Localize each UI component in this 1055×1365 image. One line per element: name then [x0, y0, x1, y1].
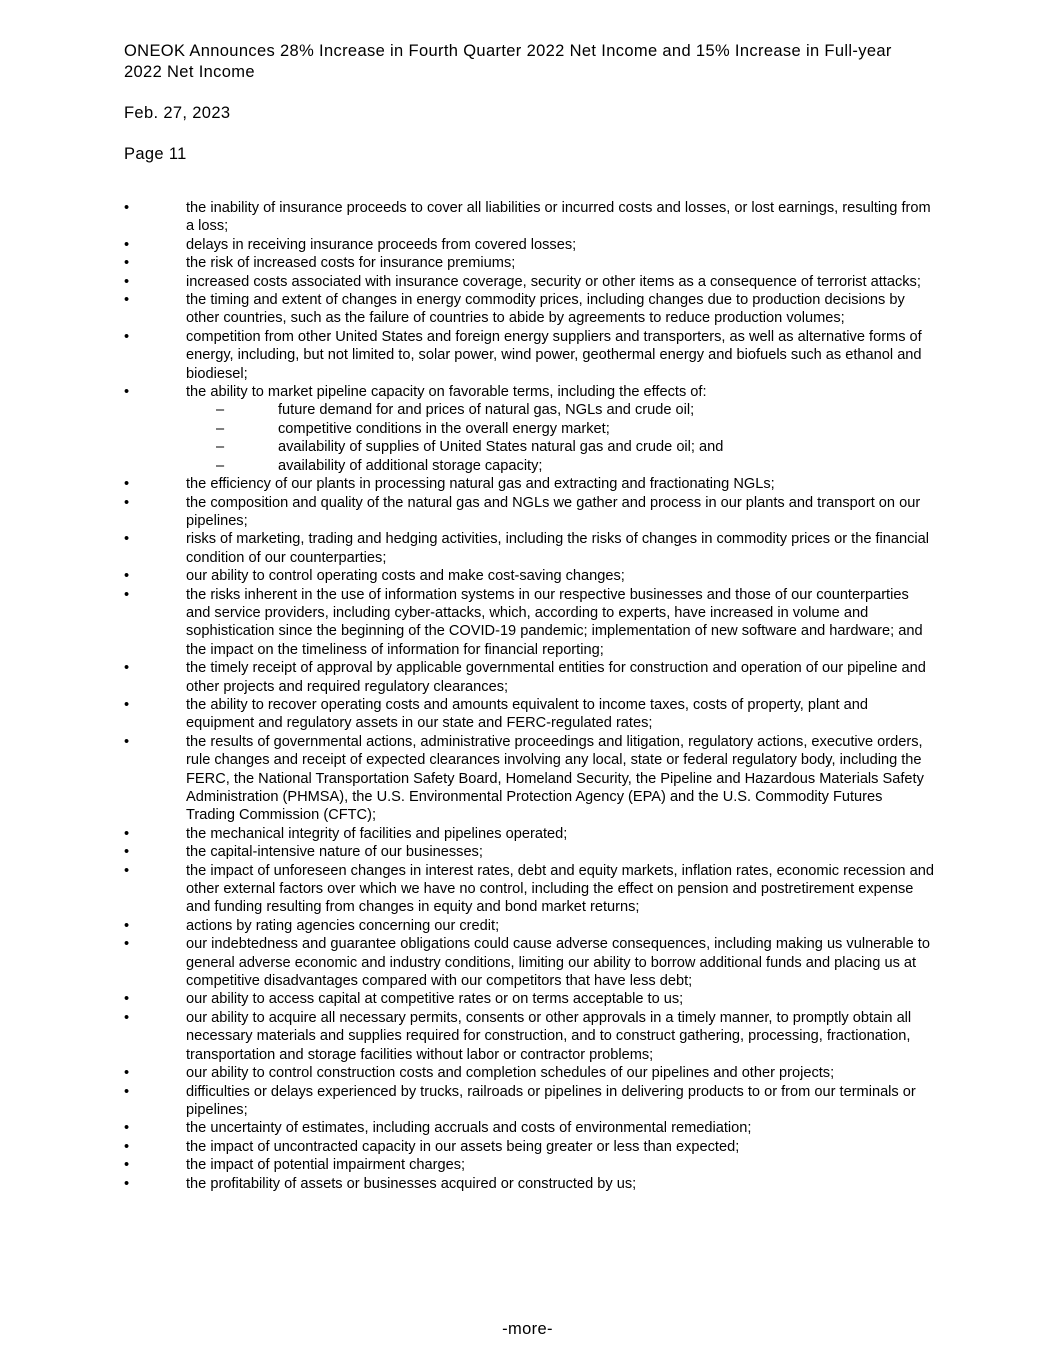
list-item-text: our ability to control operating costs and make cost-saving changes; [186, 568, 625, 585]
list-item [124, 291, 934, 328]
sub-list [186, 401, 934, 475]
list-item [124, 825, 934, 843]
bullet-icon: • [124, 1120, 130, 1137]
bullet-icon: • [124, 1175, 130, 1192]
list-item-text: risks of marketing, trading and hedging activities, including the risks of changes in commodity prices or the financial condition of our counterparties; [186, 531, 930, 566]
sub-list-item [216, 420, 934, 438]
continuation-marker: -more- [502, 1320, 553, 1338]
list-item [124, 1083, 934, 1120]
list-item-text: the ability to recover operating costs and amounts equivalent to income taxes, costs of property, plant and equipment and regulatory assets in our state and FERC-regulated rates; [186, 696, 868, 732]
list-item [124, 862, 934, 917]
list-item-text: the risk of increased costs for insurance premiums; [186, 255, 516, 272]
bullet-icon: • [124, 696, 130, 713]
bullet-icon: • [124, 1138, 130, 1155]
bullet-icon: • [124, 292, 130, 309]
list-item [124, 254, 934, 272]
bullet-icon: • [124, 936, 130, 953]
list-item-text: the timely receipt of approval by applicable governmental entities for construction and operation of our pipeline and other projects and required regulatory clearances; [186, 660, 926, 695]
list-item [124, 273, 934, 291]
list-item-text: the impact of potential impairment charges; [186, 1157, 466, 1174]
bullet-icon: • [124, 476, 130, 493]
list-item-text: competition from other United States and foreign energy suppliers and transporters, as well as alternative forms of energy, including, but not limited to, solar power, wind power, geothermal energy and biofuels such as ethanol and biodiesel; [186, 328, 922, 382]
bullet-icon: • [124, 991, 130, 1008]
release-date: Feb. 27, 2023 [124, 104, 231, 122]
bullet-icon: • [124, 862, 130, 879]
list-item [124, 586, 934, 660]
bullet-icon: • [124, 660, 130, 677]
bullet-icon: • [124, 236, 130, 253]
sub-list-item [216, 438, 934, 456]
list-item-text: the results of governmental actions, administrative proceedings and litigation, regulatory actions, executive orders, rule changes and receipt of expected clearances involving any local, state or federal regulatory body, including the FERC, the National Transportation Safety Board, Homeland Security, the Pipeline and Hazardous Materials Safety Administration (PHMSA), the U.S. Environmental Protection Agency (EPA) and the U.S. Commodity Futures Trading Commission (CFTC); [186, 733, 924, 824]
list-item [124, 1064, 934, 1082]
list-item-text: our ability to acquire all necessary permits, consents or other approvals in a timely manner, to promptly obtain all necessary materials and supplies required for construction, and to construct gathering, processing, fractionation, transportation and storage facilities without labor or contractor problems; [186, 1009, 912, 1063]
list-item-text: the uncertainty of estimates, including accruals and costs of environmental remediation; [186, 1120, 752, 1137]
document-header [124, 41, 924, 165]
list-item-text: the ability to market pipeline capacity on favorable terms, including the effects of: [186, 384, 707, 401]
list-item [124, 1156, 934, 1174]
list-item-text: the profitability of assets or businesses acquired or constructed by us; [186, 1175, 637, 1192]
sub-list-item [216, 457, 934, 475]
bullet-icon: • [124, 273, 130, 290]
risk-factor-list [124, 199, 934, 1193]
dash-icon: – [216, 402, 225, 419]
list-item [124, 990, 934, 1008]
bullet-icon: • [124, 255, 130, 272]
list-item [124, 935, 934, 990]
list-item [124, 1138, 934, 1156]
bullet-icon: • [124, 1157, 130, 1174]
list-item-text: the mechanical integrity of facilities and pipelines operated; [186, 825, 568, 842]
list-item [124, 236, 934, 254]
list-item-text: the risks inherent in the use of information systems in our respective businesses and those of our counterparties and service providers, including cyber-attacks, which, according to experts, have increased in volume and sophistication since the beginning of the COVID-19 pandemic; implementation of new software and hardware; and the impact on the timeliness of information for financial reporting; [186, 586, 923, 658]
list-item-text: the impact of uncontracted capacity in our assets being greater or less than expected; [186, 1138, 740, 1155]
list-item [124, 475, 934, 493]
list-item-text: difficulties or delays experienced by trucks, railroads or pipelines in delivering products to or from our terminals or pipelines; [186, 1083, 916, 1118]
list-item-text: the timing and extent of changes in energy commodity prices, including changes due to production decisions by other countries, such as the failure of countries to abide by agreements to reduce production volumes; [186, 292, 905, 327]
bullet-icon: • [124, 1083, 130, 1100]
list-item [124, 843, 934, 861]
bullet-icon: • [124, 531, 130, 548]
list-item-text: the composition and quality of the natural gas and NGLs we gather and process in our plants and transport on our pipelines; [186, 494, 921, 529]
sub-list-item [216, 401, 934, 419]
dash-icon: – [216, 420, 225, 437]
list-item [124, 1009, 934, 1064]
list-item [124, 696, 934, 733]
list-item-text: increased costs associated with insurance coverage, security or other items as a consequence of terrorist attacks; [186, 273, 921, 290]
bullet-icon: • [124, 825, 130, 842]
list-item-text: delays in receiving insurance proceeds from covered losses; [186, 236, 577, 253]
list-item [124, 733, 934, 825]
list-item-text: actions by rating agencies concerning our credit; [186, 917, 500, 934]
bullet-icon: • [124, 586, 130, 603]
bullet-icon: • [124, 844, 130, 861]
sub-list-item-text: availability of additional storage capacity; [278, 457, 543, 474]
list-item [124, 383, 934, 475]
list-item [124, 530, 934, 567]
press-release-title: ONEOK Announces 28% Increase in Fourth Quarter 2022 Net Income and 15% Increase in Full-year 2022 Net Income [124, 42, 892, 81]
list-item [124, 494, 934, 531]
list-item [124, 328, 934, 383]
list-item-text: the capital-intensive nature of our businesses; [186, 844, 483, 861]
bullet-icon: • [124, 384, 130, 401]
list-item [124, 917, 934, 935]
list-item [124, 1175, 934, 1193]
list-item-text: the inability of insurance proceeds to cover all liabilities or incurred costs and losses, or lost earnings, resulting from a loss; [186, 200, 931, 235]
list-item [124, 567, 934, 585]
bullet-icon: • [124, 494, 130, 511]
bullet-icon: • [124, 1009, 130, 1026]
list-item-text: the impact of unforeseen changes in interest rates, debt and equity markets, inflation rates, economic recession and other external factors over which we have no control, including the effect on pension and postretirement expense and funding resulting from changes in equity and bond market returns; [186, 862, 934, 916]
list-item [124, 199, 934, 236]
bullet-icon: • [124, 1065, 130, 1082]
bullet-icon: • [124, 568, 130, 585]
list-item-text: the efficiency of our plants in processing natural gas and extracting and fractionating NGLs; [186, 476, 775, 493]
sub-list-item-text: availability of supplies of United States natural gas and crude oil; and [278, 439, 724, 456]
list-item-text: our ability to control construction costs and completion schedules of our pipelines and other projects; [186, 1065, 835, 1082]
bullet-icon: • [124, 200, 130, 216]
dash-icon: – [216, 457, 225, 474]
bullet-icon: • [124, 733, 130, 750]
bullet-icon: • [124, 328, 130, 345]
sub-list-item-text: future demand for and prices of natural gas, NGLs and crude oil; [278, 402, 695, 419]
list-item [124, 659, 934, 696]
list-item-text: our ability to access capital at competitive rates or on terms acceptable to us; [186, 991, 684, 1008]
bullet-icon: • [124, 917, 130, 934]
dash-icon: – [216, 439, 225, 456]
page-number: Page 11 [124, 145, 187, 163]
sub-list-item-text: competitive conditions in the overall energy market; [278, 420, 610, 437]
list-item [124, 1119, 934, 1137]
list-item-text: our indebtedness and guarantee obligations could cause adverse consequences, including making us vulnerable to general adverse economic and industry conditions, limiting our ability to borrow additional funds and placing us at competitive disadvantages compared with our competitors that have less debt; [186, 936, 930, 990]
